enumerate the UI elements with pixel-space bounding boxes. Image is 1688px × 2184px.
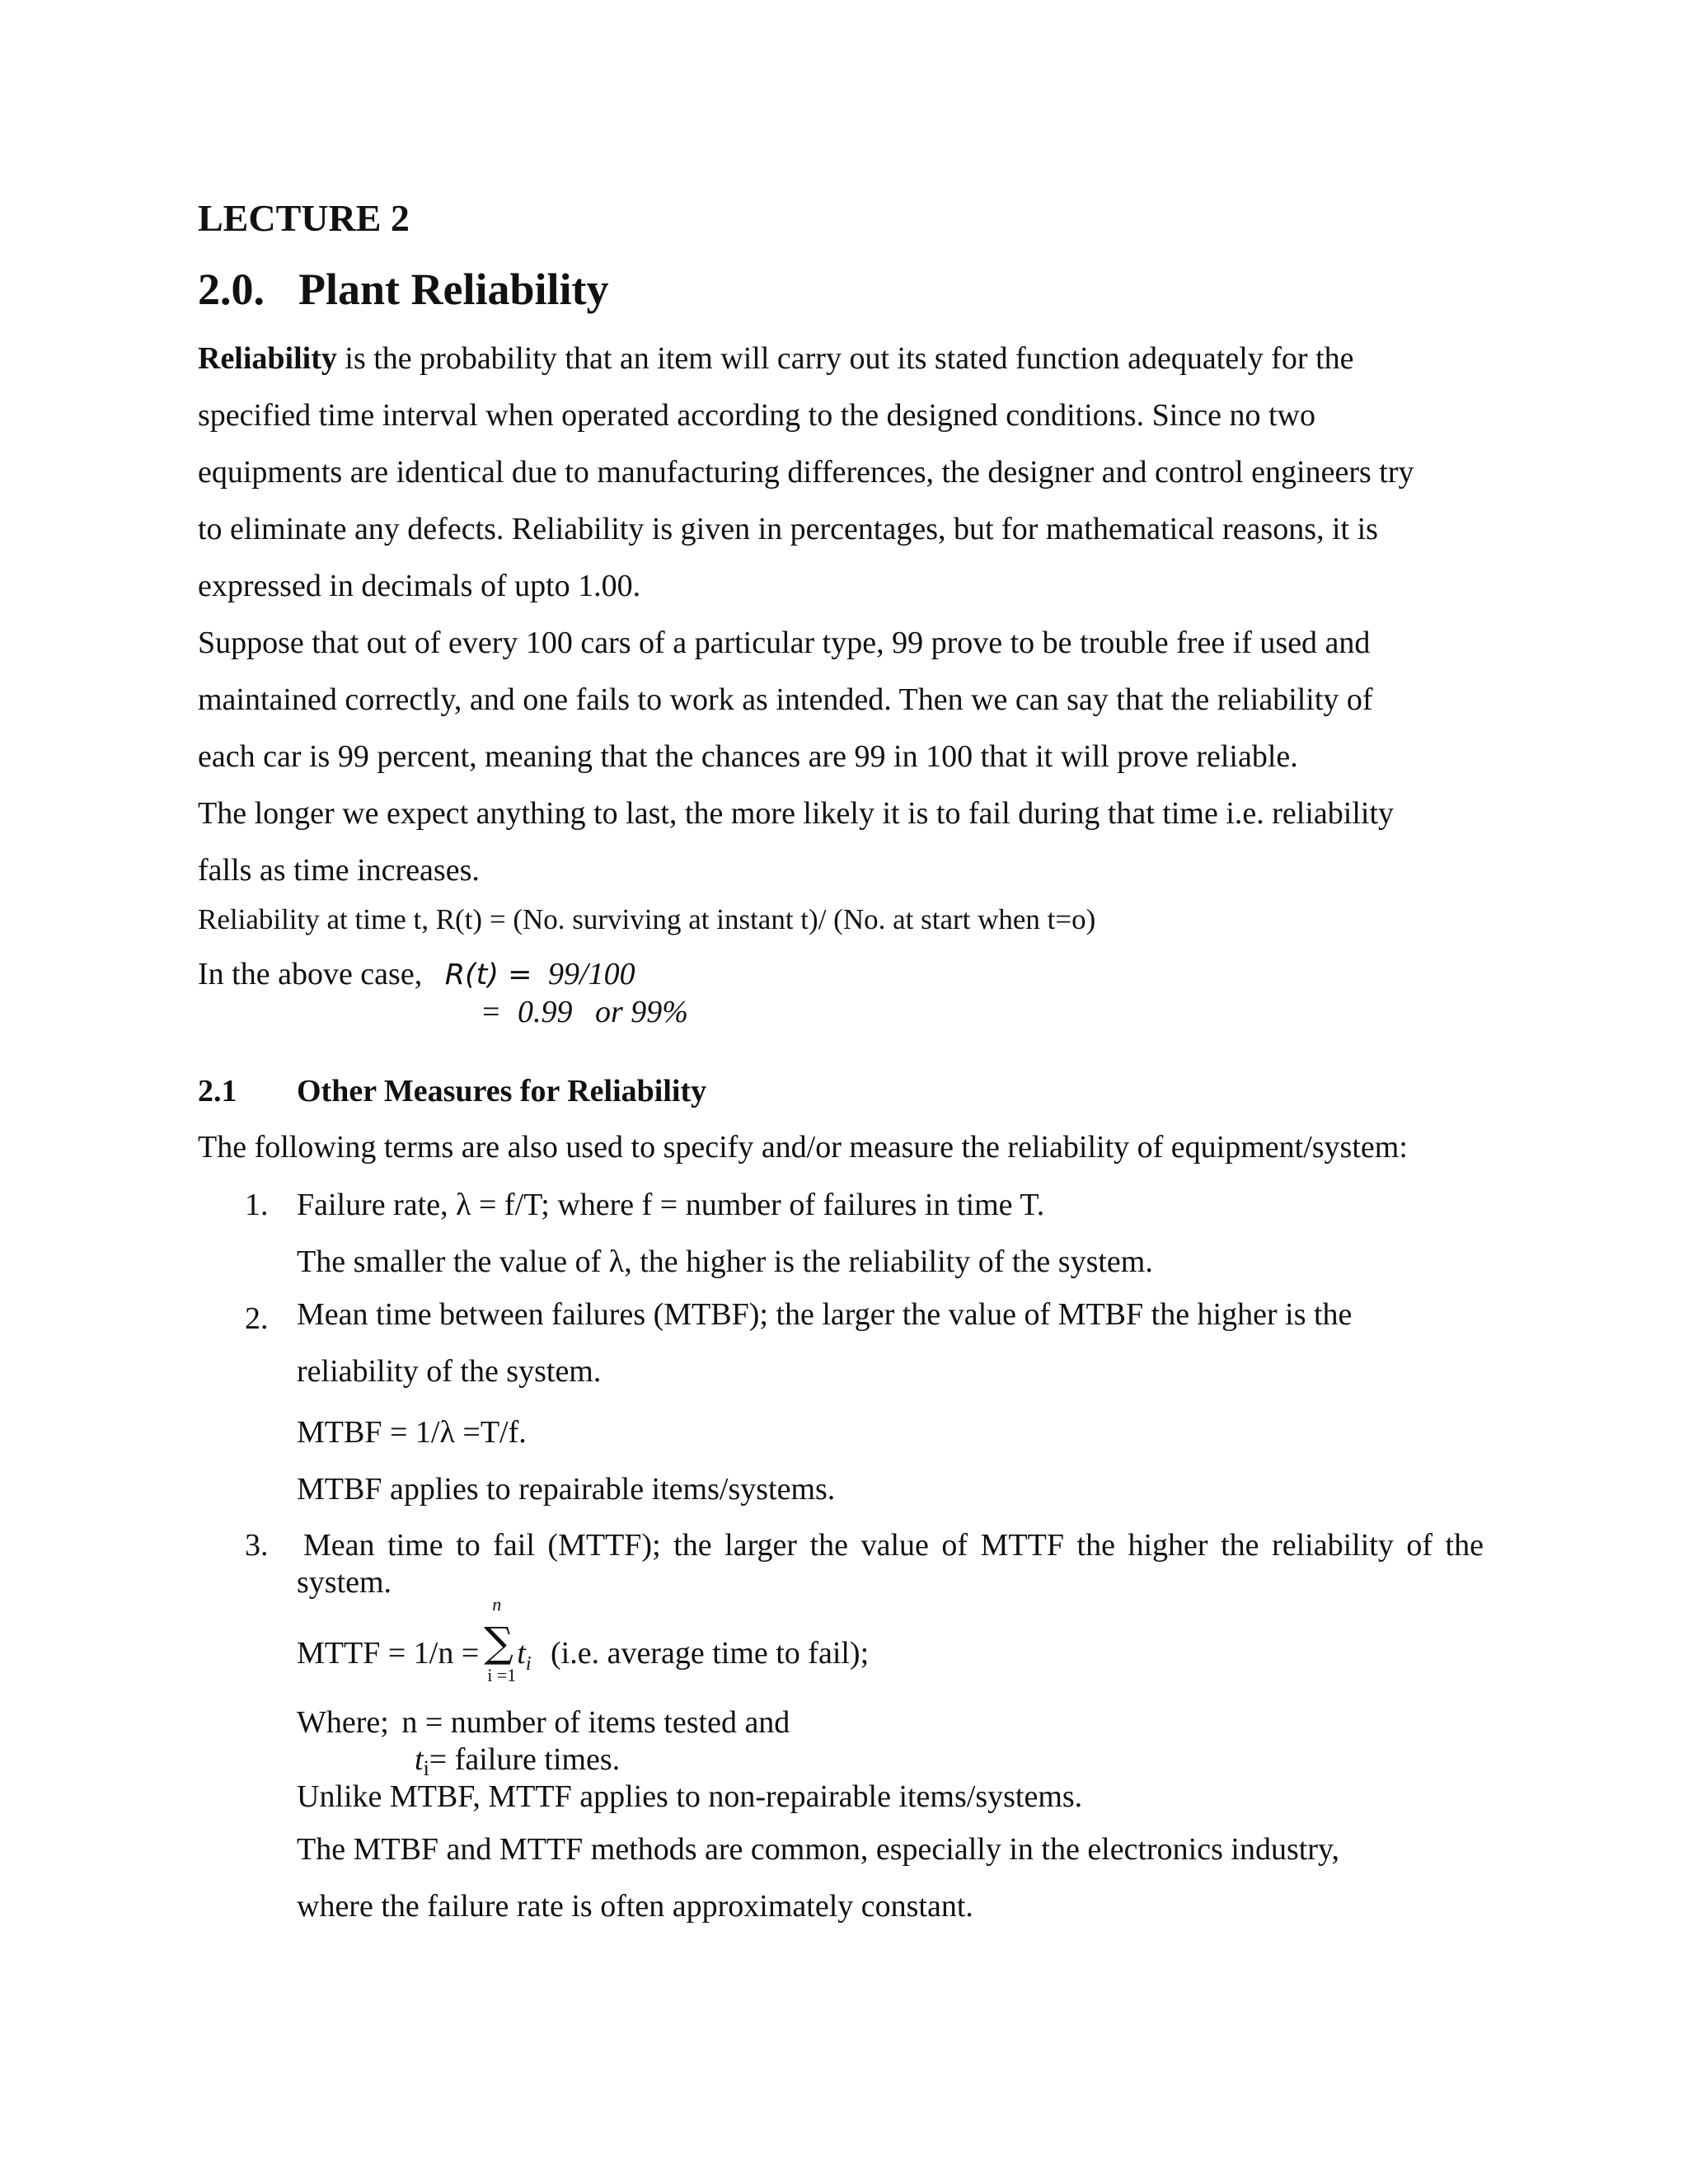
subsection-title: Other Measures for Reliability	[297, 1074, 707, 1108]
example-value-2: 0.99	[517, 995, 573, 1029]
section-title: Plant Reliability	[298, 265, 609, 314]
where-n: n = number of items tested and	[401, 1705, 790, 1740]
item-3-line-1: Mean time to fail (MTTF); the larger the value of MTTF the higher the reliability of the	[303, 1528, 1484, 1563]
example-result	[482, 994, 977, 1030]
intro-line-1: is the probability that an item will carry out its stated function adequately for the	[345, 341, 1354, 376]
where-lead: Where;	[297, 1705, 389, 1740]
mttf-prefix: MTTF = 1/n =	[297, 1636, 480, 1671]
intro-paragraph	[198, 330, 1484, 899]
item-2-line-1: Mean time between failures (MTBF); the larger the value of MTBF the higher is the	[297, 1297, 1353, 1332]
list-intro: The following terms are also used to specify and/or measure the reliability of equipment/system:	[198, 1130, 1408, 1165]
where-t: t	[415, 1742, 424, 1777]
item-3-line-2: system.	[297, 1565, 392, 1600]
time-line-1: The longer we expect anything to last, the more likely it is to fail during that time i.e. reliability	[198, 796, 1395, 831]
example-equals: =	[482, 995, 500, 1029]
reliability-definition: Reliability at time t, R(t) = (No. surviving at instant t)/ (No. at start when t=o)	[198, 903, 1096, 935]
example-lhs: R(t) =	[444, 958, 532, 991]
list-number-3: 3.	[245, 1528, 269, 1563]
item-1-line-1: Failure rate, λ = f/T; where f = number of failures in time T.	[297, 1188, 1045, 1222]
where-t-line	[415, 1741, 1156, 1781]
sum-upper-limit: n	[492, 1594, 502, 1615]
intro-line-3: equipments are identical due to manufacturing differences, the designer and control engineers try	[198, 455, 1414, 490]
unlike-line: Unlike MTBF, MTTF applies to non-repairable items/systems.	[297, 1779, 1083, 1814]
section-heading	[198, 264, 1484, 315]
reliability-term: Reliability	[198, 341, 337, 376]
sigma-icon: ∑	[484, 1619, 513, 1666]
sum-term-subscript: i	[525, 1653, 532, 1675]
example-value-1: 99/100	[548, 957, 635, 991]
mtbf-note: MTBF applies to repairable items/systems.	[297, 1472, 836, 1507]
where-t-subscript: i	[423, 1756, 429, 1780]
where-t-rest: = failure times.	[429, 1742, 621, 1777]
example-lead: In the above case,	[198, 957, 423, 991]
sum-term: t	[517, 1636, 526, 1671]
time-line-2: falls as time increases.	[198, 853, 480, 888]
mttf-suffix: (i.e. average time to fail);	[551, 1636, 870, 1671]
list-number-2: 2.	[245, 1301, 269, 1336]
closing-line-2: where the failure rate is often approximately constant.	[297, 1889, 973, 1924]
lecture-heading: LECTURE 2	[198, 197, 410, 239]
where-line	[297, 1704, 1484, 1741]
example-alt: or 99%	[594, 995, 688, 1029]
summation-sign	[479, 1594, 517, 1685]
intro-line-4: to eliminate any defects. Reliability is given in percentages, but for mathematical reasons, it is	[198, 512, 1378, 546]
cars-line-2: maintained correctly, and one fails to work as intended. Then we can say that the reliability of	[198, 682, 1373, 717]
section-number: 2.0.	[198, 265, 265, 314]
mtbf-formula: MTBF = 1/λ =T/f.	[297, 1415, 527, 1450]
intro-line-2: specified time interval when operated according to the designed conditions. Since no two	[198, 398, 1315, 433]
closing-line-1: The MTBF and MTTF methods are common, especially in the electronics industry,	[297, 1832, 1339, 1867]
item-2-text	[297, 1286, 1484, 1400]
mttf-formula	[297, 1594, 1484, 1685]
closing-paragraph	[297, 1821, 1484, 1935]
cars-line-1: Suppose that out of every 100 cars of a particular type, 99 prove to be trouble free if used and	[198, 626, 1371, 660]
subsection-heading	[198, 1073, 1484, 1109]
intro-line-5: expressed in decimals of upto 1.00.	[198, 569, 641, 603]
cars-line-3: each car is 99 percent, meaning that the chances are 99 in 100 that it will prove reliable.	[198, 739, 1298, 774]
subsection-number: 2.1	[198, 1074, 237, 1108]
example-calculation	[198, 956, 1484, 992]
list-number-1: 1.	[245, 1188, 269, 1222]
item-2-line-2: reliability of the system.	[297, 1354, 602, 1389]
item-1-line-2: The smaller the value of λ, the higher is the reliability of the system.	[297, 1244, 1153, 1279]
sum-lower-limit: i =1	[487, 1665, 517, 1685]
